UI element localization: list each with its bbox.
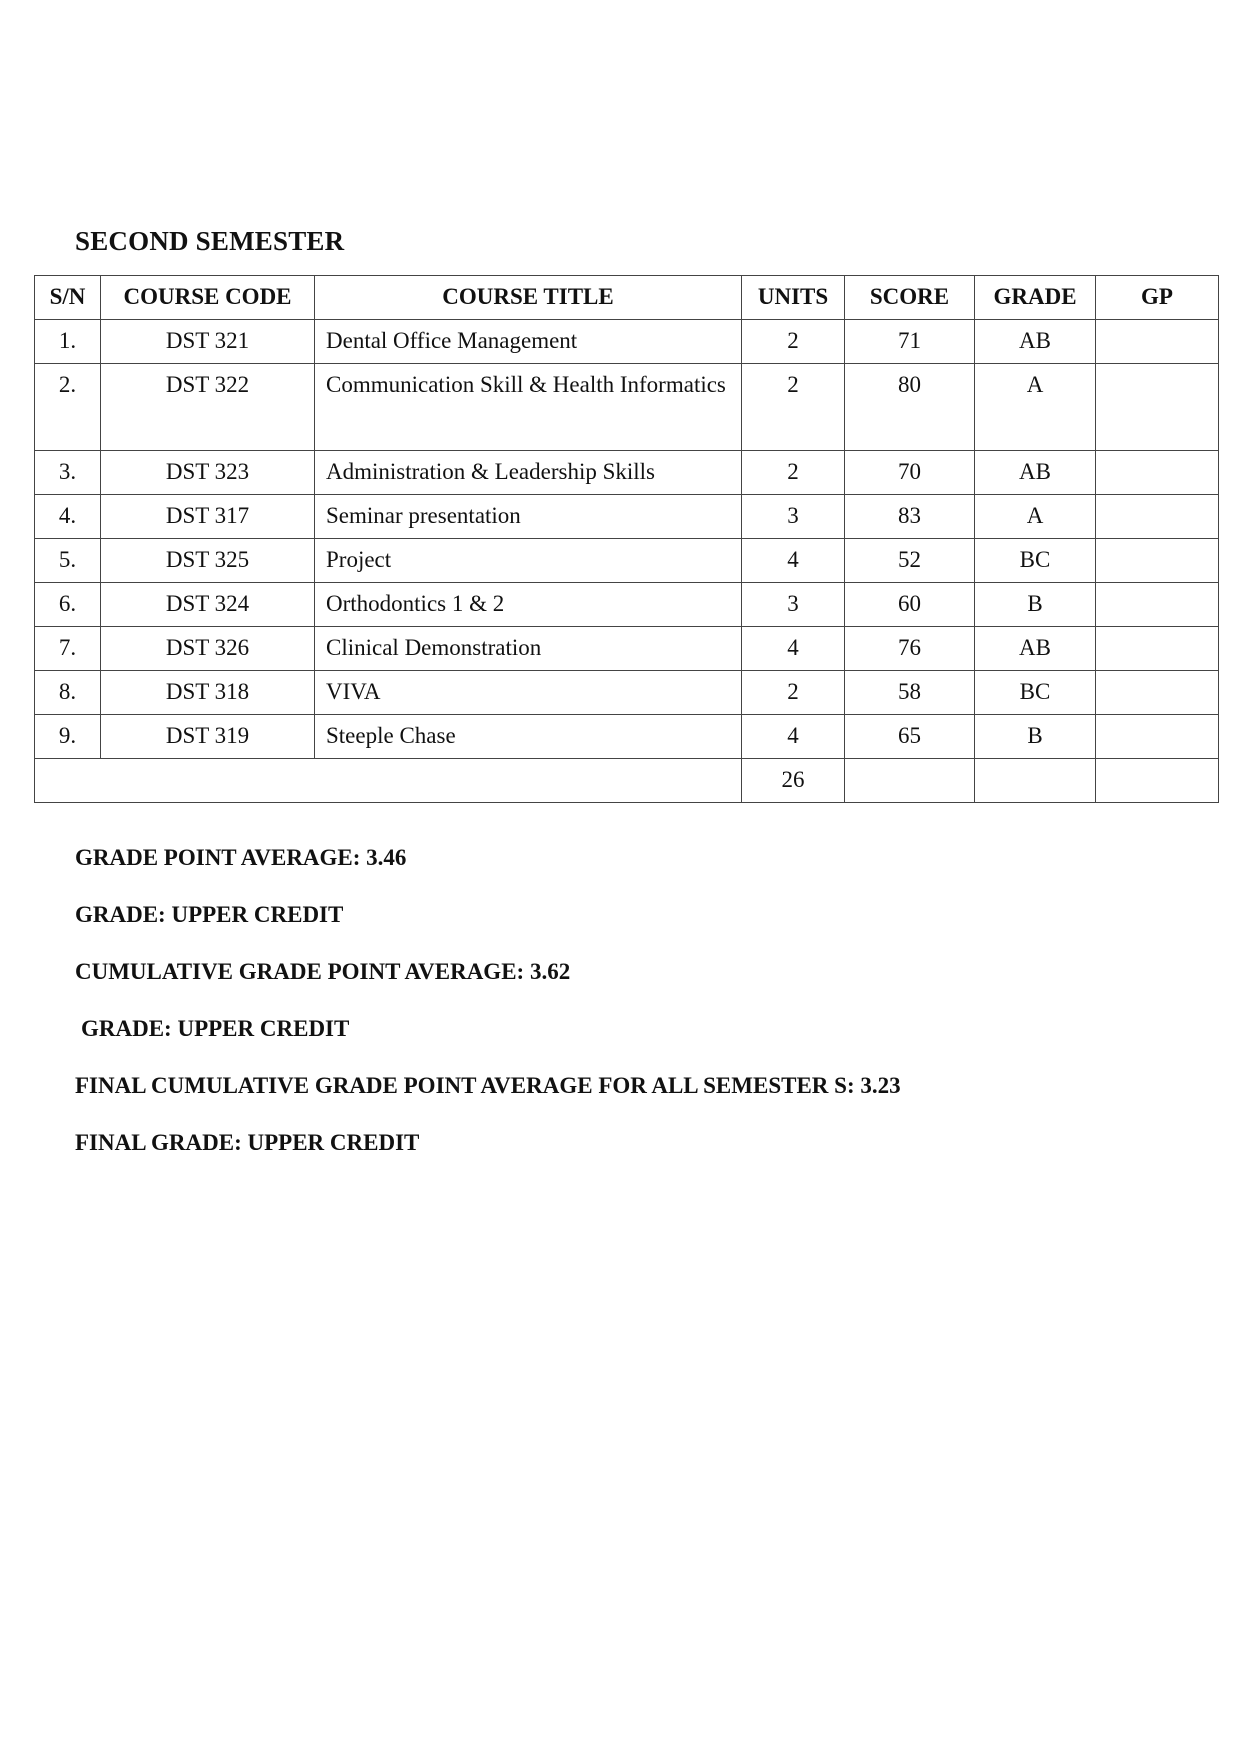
cell-units: 4 bbox=[742, 715, 845, 759]
cell-course-title: Administration & Leadership Skills bbox=[315, 451, 742, 495]
gpa-line: GRADE POINT AVERAGE: 3.46 bbox=[75, 845, 407, 870]
cell-grade: A bbox=[975, 495, 1096, 539]
cell-course-title: Clinical Demonstration bbox=[315, 627, 742, 671]
cell-sn: 1. bbox=[35, 320, 101, 364]
header-grade: GRADE bbox=[975, 276, 1096, 320]
cell-score: 83 bbox=[845, 495, 975, 539]
cell-sn: 2. bbox=[35, 364, 101, 451]
cell-course-code: DST 324 bbox=[101, 583, 315, 627]
table-row bbox=[35, 539, 1219, 583]
cell-course-code: DST 318 bbox=[101, 671, 315, 715]
cell-gp bbox=[1096, 539, 1219, 583]
cell-score: 58 bbox=[845, 671, 975, 715]
header-gp: GP bbox=[1096, 276, 1219, 320]
cell-sn: 6. bbox=[35, 583, 101, 627]
cell-sn: 3. bbox=[35, 451, 101, 495]
cell-course-code: DST 322 bbox=[101, 364, 315, 451]
results-table bbox=[34, 275, 1219, 803]
cell-course-code: DST 317 bbox=[101, 495, 315, 539]
cell-units: 4 bbox=[742, 539, 845, 583]
cell-units: 3 bbox=[742, 495, 845, 539]
cell-sn: 4. bbox=[35, 495, 101, 539]
cell-gp bbox=[1096, 451, 1219, 495]
cell-score: 52 bbox=[845, 539, 975, 583]
table-total-row bbox=[35, 759, 1219, 803]
table-row bbox=[35, 715, 1219, 759]
cell-units: 4 bbox=[742, 627, 845, 671]
total-grade-cell bbox=[975, 759, 1096, 803]
table-row bbox=[35, 495, 1219, 539]
cell-score: 71 bbox=[845, 320, 975, 364]
cell-course-code: DST 325 bbox=[101, 539, 315, 583]
cell-grade: AB bbox=[975, 320, 1096, 364]
table-row bbox=[35, 320, 1219, 364]
cell-score: 70 bbox=[845, 451, 975, 495]
final-cgpa-line: FINAL CUMULATIVE GRADE POINT AVERAGE FOR ALL SEMESTER S: 3.23 bbox=[75, 1073, 901, 1098]
header-score: SCORE bbox=[845, 276, 975, 320]
cell-score: 80 bbox=[845, 364, 975, 451]
cell-grade: BC bbox=[975, 671, 1096, 715]
cell-sn: 7. bbox=[35, 627, 101, 671]
cell-grade: AB bbox=[975, 451, 1096, 495]
cell-grade: BC bbox=[975, 539, 1096, 583]
cell-units: 2 bbox=[742, 364, 845, 451]
cell-units: 2 bbox=[742, 320, 845, 364]
cell-grade: AB bbox=[975, 627, 1096, 671]
header-sn: S/N bbox=[35, 276, 101, 320]
total-gp-cell bbox=[1096, 759, 1219, 803]
cgpa-line: CUMULATIVE GRADE POINT AVERAGE: 3.62 bbox=[75, 959, 571, 984]
cell-course-title: Project bbox=[315, 539, 742, 583]
cell-course-code: DST 319 bbox=[101, 715, 315, 759]
cell-course-code: DST 326 bbox=[101, 627, 315, 671]
cell-gp bbox=[1096, 320, 1219, 364]
cell-grade: A bbox=[975, 364, 1096, 451]
total-label-cell bbox=[35, 759, 742, 803]
cell-units: 2 bbox=[742, 671, 845, 715]
total-score-cell bbox=[845, 759, 975, 803]
cell-course-title: Seminar presentation bbox=[315, 495, 742, 539]
cell-units: 2 bbox=[742, 451, 845, 495]
table-row bbox=[35, 451, 1219, 495]
cell-course-title: Steeple Chase bbox=[315, 715, 742, 759]
header-course-title: COURSE TITLE bbox=[315, 276, 742, 320]
table-row bbox=[35, 364, 1219, 451]
cell-score: 60 bbox=[845, 583, 975, 627]
final-grade-line: FINAL GRADE: UPPER CREDIT bbox=[75, 1130, 420, 1155]
table-row bbox=[35, 627, 1219, 671]
cell-score: 65 bbox=[845, 715, 975, 759]
cell-gp bbox=[1096, 364, 1219, 451]
cell-gp bbox=[1096, 495, 1219, 539]
cell-course-title: Dental Office Management bbox=[315, 320, 742, 364]
header-course-code: COURSE CODE bbox=[101, 276, 315, 320]
grade-line: GRADE: UPPER CREDIT bbox=[75, 902, 344, 927]
cell-sn: 5. bbox=[35, 539, 101, 583]
cell-gp bbox=[1096, 583, 1219, 627]
cgpa-grade-line: GRADE: UPPER CREDIT bbox=[81, 1016, 350, 1041]
table-row bbox=[35, 671, 1219, 715]
header-units: UNITS bbox=[742, 276, 845, 320]
cell-sn: 8. bbox=[35, 671, 101, 715]
section-title: SECOND SEMESTER bbox=[75, 226, 345, 256]
total-units-cell: 26 bbox=[742, 759, 845, 803]
cell-course-title: VIVA bbox=[315, 671, 742, 715]
cell-sn: 9. bbox=[35, 715, 101, 759]
cell-course-title: Orthodontics 1 & 2 bbox=[315, 583, 742, 627]
cell-score: 76 bbox=[845, 627, 975, 671]
cell-grade: B bbox=[975, 715, 1096, 759]
table-row bbox=[35, 583, 1219, 627]
table-header-row bbox=[35, 276, 1219, 320]
cell-gp bbox=[1096, 671, 1219, 715]
cell-course-title: Communication Skill & Health Informatics bbox=[315, 364, 742, 451]
cell-course-code: DST 323 bbox=[101, 451, 315, 495]
cell-grade: B bbox=[975, 583, 1096, 627]
cell-gp bbox=[1096, 627, 1219, 671]
cell-course-code: DST 321 bbox=[101, 320, 315, 364]
cell-units: 3 bbox=[742, 583, 845, 627]
cell-gp bbox=[1096, 715, 1219, 759]
